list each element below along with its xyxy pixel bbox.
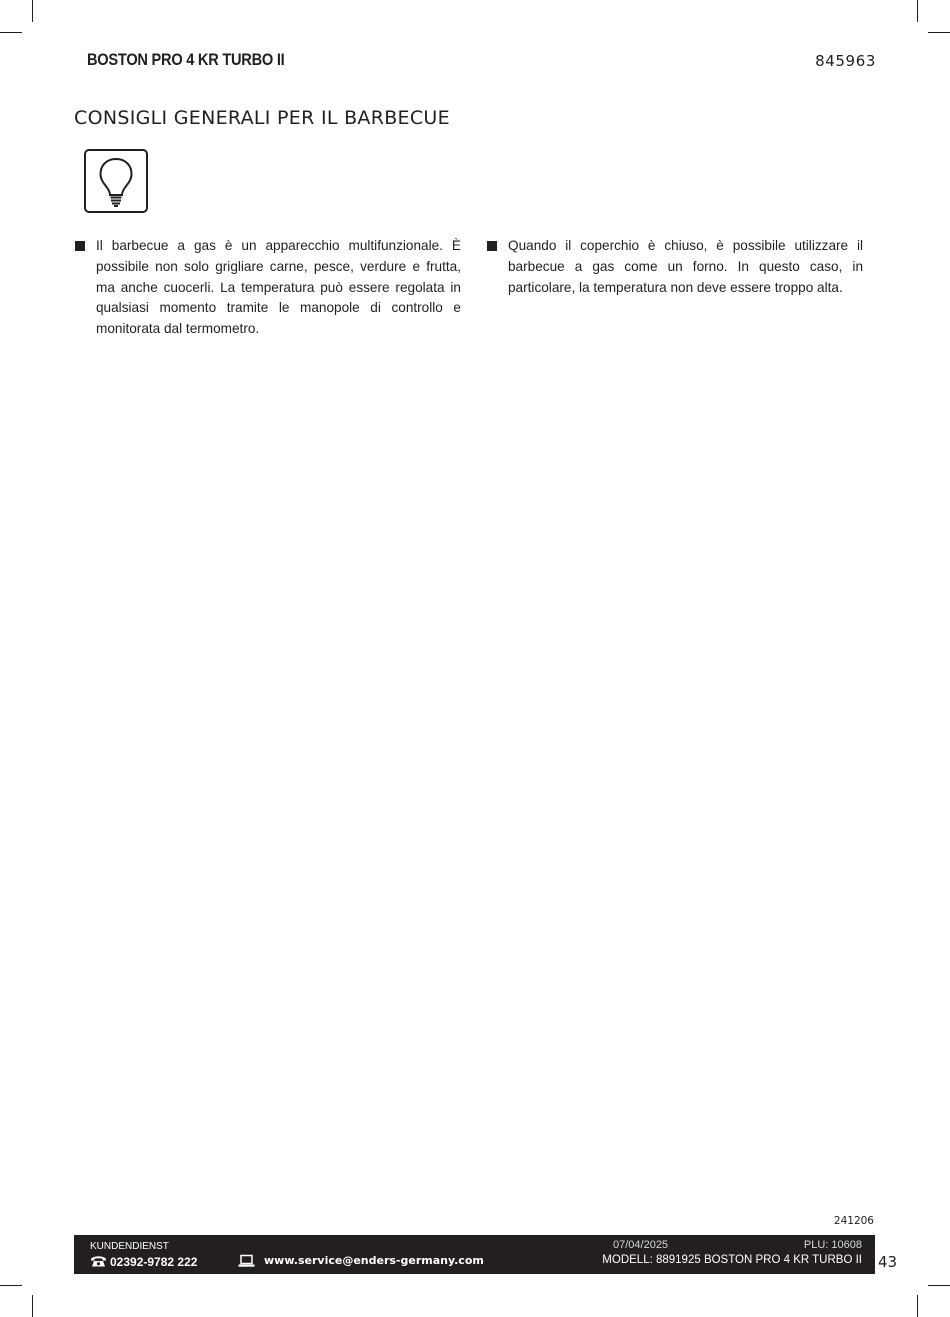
light-bulb-icon [86, 151, 146, 211]
service-website: www.service@enders-germany.com [264, 1254, 484, 1267]
list-item [486, 236, 863, 298]
crop-mark [928, 32, 950, 33]
document-code: 241206 [833, 1215, 874, 1227]
bullet-square-icon [75, 241, 85, 251]
service-label: KUNDENDIENST [90, 1241, 169, 1252]
text-column-right [486, 236, 863, 298]
bullet-square-icon [487, 241, 497, 251]
crop-mark [32, 0, 33, 22]
crop-mark [917, 0, 918, 22]
crop-mark [0, 32, 22, 33]
crop-mark [0, 1285, 22, 1286]
footer-date: 07/04/2025 [613, 1239, 669, 1251]
footer-plu: PLU: 10608 [803, 1239, 862, 1251]
crop-mark [917, 1295, 918, 1317]
article-number: 845963 [815, 52, 876, 70]
section-title: CONSIGLI GENERALI PER IL BARBECUE [74, 107, 450, 129]
model-title: BOSTON PRO 4 KR TURBO II [87, 50, 285, 69]
page-number: 43 [878, 1253, 898, 1271]
crop-mark [928, 1285, 950, 1286]
phone-icon [90, 1255, 107, 1267]
text-column-left [74, 236, 461, 340]
tip-box [84, 149, 148, 213]
list-item [74, 236, 461, 340]
bullet-text: Quando il coperchio è chiuso, è possibile utilizzare il barbecue a gas come un forno. In questo caso, in particolare, la temperatura non deve essere troppo alta. [508, 238, 863, 295]
bullet-text: Il barbecue a gas è un apparecchio multifunzionale. È possibile non solo grigliare carne, pesce, verdure e frutta, ma anche cuocerli. La temperatura può essere regolata in qualsiasi momento tramite le manopole di controllo e monitorata dal termometro. [96, 238, 461, 337]
footer-model: MODELL: 8891925 BOSTON PRO 4 KR TURBO II [602, 1254, 862, 1266]
service-phone: 02392-9782 222 [110, 1255, 198, 1269]
crop-mark [32, 1295, 33, 1317]
laptop-icon [238, 1254, 255, 1268]
footer-bar [74, 1235, 875, 1274]
